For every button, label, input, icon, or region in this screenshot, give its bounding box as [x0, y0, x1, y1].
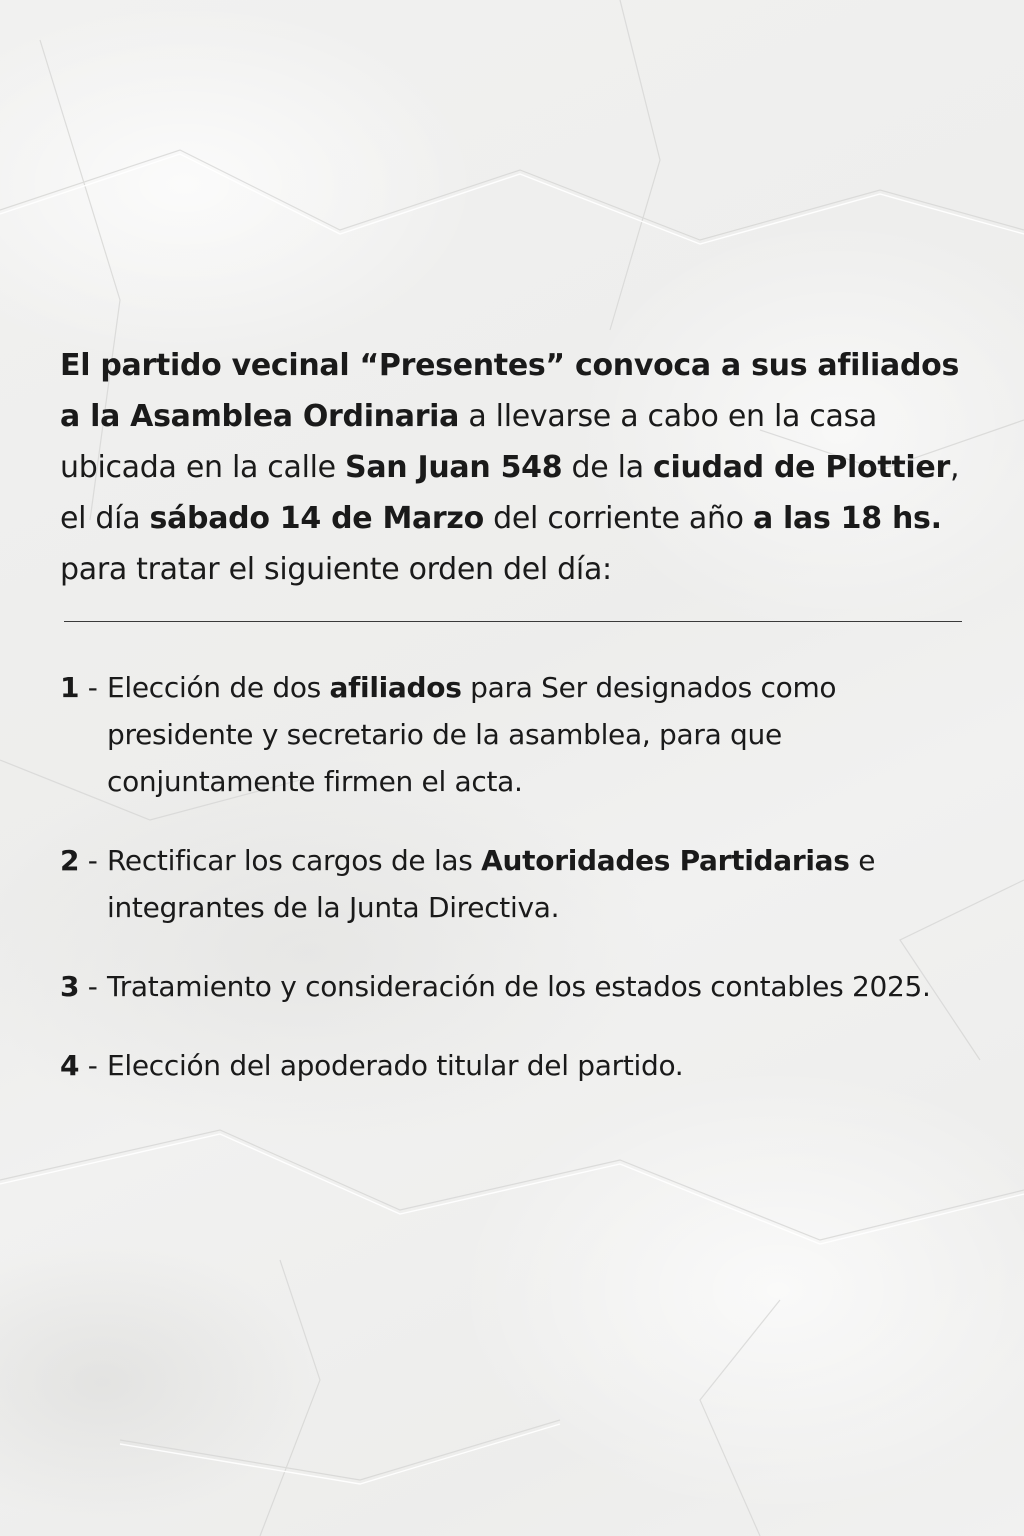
agenda-item-text: Tratamiento y consideración de los estados contables 2025. [107, 970, 931, 1003]
intro-text: de la [562, 450, 654, 485]
agenda-item-emphasis: afiliados [329, 671, 462, 704]
agenda-item [60, 1042, 980, 1089]
intro-heading: El partido vecinal “Presentes” convoca a sus afiliados a la Asamblea Ordinaria [60, 348, 960, 434]
intro-text: a llevarse a cabo en la casa ubicada en la calle [60, 399, 877, 485]
agenda-list [60, 664, 980, 1089]
agenda-item [60, 837, 980, 931]
agenda-item [60, 963, 980, 1010]
address: San Juan 548 [345, 450, 563, 485]
agenda-item-text: para Ser designados como presidente y secretario de la asamblea, para que conjuntamente firmen el acta. [107, 671, 837, 798]
agenda-item-number: 3 - [60, 970, 98, 1003]
intro-text: , el día [60, 450, 960, 536]
event-time: a las 18 hs. [752, 501, 942, 536]
agenda-item-text: Elección del apoderado titular del partido. [107, 1049, 684, 1082]
agenda-item-number: 1 - [60, 671, 98, 704]
intro-text: para tratar el siguiente orden del día: [60, 552, 612, 587]
document-body [60, 340, 980, 1089]
agenda-item-text: e integrantes de la Junta Directiva. [107, 844, 876, 924]
agenda-item-number: 4 - [60, 1049, 98, 1082]
city: ciudad de Plottier [653, 450, 950, 485]
agenda-item-text: Rectificar los cargos de las [107, 844, 482, 877]
convocation-paragraph [60, 340, 980, 595]
agenda-item-emphasis: Autoridades Partidarias [481, 844, 850, 877]
agenda-item-text: Elección de dos [107, 671, 330, 704]
intro-text: del corriente año [483, 501, 753, 536]
event-date: sábado 14 de Marzo [149, 501, 484, 536]
agenda-item-number: 2 - [60, 844, 98, 877]
divider [64, 621, 962, 622]
agenda-item [60, 664, 980, 805]
